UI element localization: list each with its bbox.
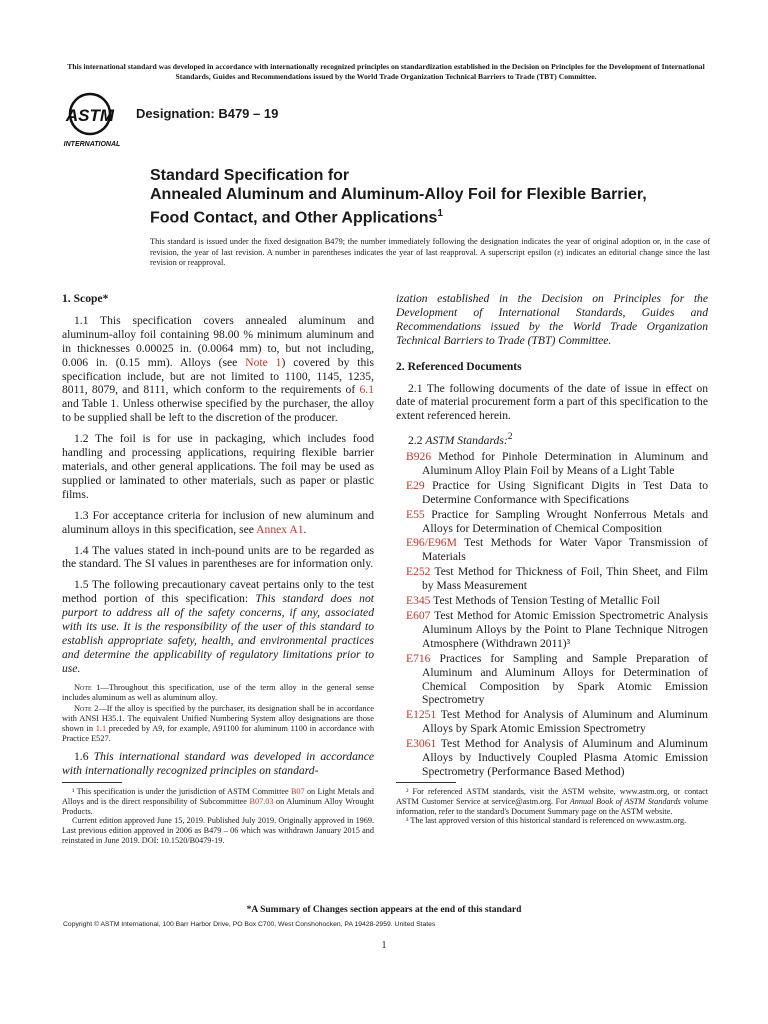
reference-item: E29 Practice for Using Significant Digits in Test Data to Determine Conformance with Specifications <box>406 478 708 506</box>
reference-code-link[interactable]: E3061 <box>406 737 437 751</box>
note-2: Note 2—If the alloy is specified by the purchaser, its designation shall be in accordance with ANSI H35.1. The equivalent Unified Numbering System alloy designations are those shown in 1.1 preceded by A9, for example, A91100 for aluminum 1100 in accordance with Practice E527. <box>62 703 375 743</box>
reference-code-link[interactable]: E716 <box>406 651 431 665</box>
para-1-4: 1.4 The values stated in inch-pound units are to be regarded as the standard. The SI values in parentheses are for information only. <box>62 543 374 571</box>
reference-code-link[interactable]: E607 <box>406 608 431 622</box>
title-line2: Annealed Aluminum and Aluminum-Alloy Foil for Flexible Barrier, Food Contact, and Other Applications$^1$ <box>150 186 647 227</box>
title-line1: Standard Specification for <box>150 167 350 184</box>
para-1-5: 1.5 The following precautionary caveat pertains only to the test method portion of this specification: This standard does not purport to address all of the safety concerns, if any, associated with its use. It is the responsibility of the user of this standard to establish appropriate safety, health, and environmental practices and determine the applicability of regulatory limitations prior to use. <box>62 578 374 675</box>
summary-of-changes-note: *A Summary of Changes section appears at the end of this standard <box>246 905 522 915</box>
reference-code-link[interactable]: E1251 <box>406 708 437 722</box>
reference-item: E345 Test Methods of Tension Testing of Metallic Foil <box>406 594 660 608</box>
copyright: Copyright © ASTM International, 100 Barr Harbor Drive, PO Box C700, West Conshohocken, PA 19428-2959. United States <box>63 921 436 928</box>
reference-item: E252 Test Method for Thickness of Foil, Thin Sheet, and Film by Mass Measurement <box>406 565 708 593</box>
reference-item: E716 Practices for Sampling and Sample Preparation of Aluminum and Aluminum Alloys for Determination of Chemical Composition by Spark Atomic Emission Spectrometry <box>406 651 708 707</box>
reference-item: E1251 Test Method for Analysis of Aluminum and Aluminum Alloys by Spark Atomic Emission Spectrometry <box>406 708 708 736</box>
reference-item: B926 Method for Pinhole Determination in Aluminum and Aluminum Alloy Plain Foil by Means of a Light Table <box>406 450 708 477</box>
logo-letters: ASTM <box>65 106 115 125</box>
footnote-rule <box>62 782 122 783</box>
page-number: 1 <box>381 940 387 951</box>
reference-code-link[interactable]: E55 <box>406 507 425 521</box>
note-1: Note 1—Throughout this specification, use of the term alloy in the general sense includes aluminum as well as aluminum alloy. <box>62 682 374 702</box>
footnote-2: ² For referenced ASTM standards, visit the ASTM website, www.astm.org, or contact ASTM Customer Service at service@astm.org. For Annual Book of ASTM Standards volume information, refer to the standard's Document Summary page on the ASTM website. <box>396 787 709 816</box>
scope-heading: 1. Scope* <box>62 292 109 305</box>
document-title <box>150 166 690 227</box>
b07-link[interactable]: B07 <box>290 787 305 796</box>
right-column <box>396 292 708 780</box>
annex-a1-link[interactable]: Annex A1 <box>256 522 304 536</box>
reference-item: E96/E96M Test Methods for Water Vapor Transmission of Materials <box>406 536 708 564</box>
para-1-6-continued: ization established in the Decision on Principles for the Development of International Standards, Guides and Recommendations issued by the World Trade Organization Technical Barriers to Trade (TBT) Committee. <box>396 292 708 347</box>
footnotes-left <box>62 782 374 846</box>
section-6-1-link[interactable]: 6.1 <box>359 383 374 397</box>
para-1-1: 1.1 This specification covers annealed aluminum and aluminum-alloy foil containing 98.00 % minimum aluminum and in thicknesses 0.00025 in. (0.0064 mm) to, but not including, 0.006 in. (0.15 mm). Alloys (see Note 1) covered by this specification include, but are not limited to 1100, 1145, 1235, 8011, 8079, and 8111, which conform to the requirements of 6.1 and Table 1. Unless otherwise specified by the purchaser, the alloy to be supplied shall be left to the discretion of the producer. <box>62 313 375 425</box>
reference-code-link[interactable]: E252 <box>406 565 431 579</box>
reference-code-link[interactable]: E29 <box>406 478 425 492</box>
para-1-3: 1.3 For acceptance criteria for inclusion of new aluminum and aluminum alloys in this specification, see Annex A1. <box>62 508 374 536</box>
section-1-1-link[interactable]: 1.1 <box>95 723 107 733</box>
footnote-3: ³ The last approved version of this historical standard is referenced on www.astm.org. <box>406 816 687 826</box>
reference-item: E3061 Test Method for Analysis of Aluminum and Aluminum Alloys by Inductively Coupled Plasma Atomic Emission Spectrometry (Performance Based Method) <box>406 737 708 778</box>
para-2-2: 2.2 ASTM Standards:$^2$ <box>408 431 513 448</box>
reference-code-link[interactable]: E345 <box>406 594 431 608</box>
para-2-1: 2.1 The following documents of the date of issue in effect on date of material procurement form a part of this specification to the extent referenced herein. <box>396 381 708 423</box>
logo-word: INTERNATIONAL <box>63 141 121 148</box>
reference-code-link[interactable]: E96/E96M <box>406 536 457 550</box>
reference-item: E607 Test Method for Atomic Emission Spectrometric Analysis Aluminum Alloys by the Point to Plane Technique Nitrogen Atmosphere (Withdrawn 2011)³ <box>406 608 708 650</box>
astm-standards-list <box>396 450 708 779</box>
astm-logo <box>62 90 126 150</box>
left-column <box>62 292 374 784</box>
footnote-rule <box>396 782 456 783</box>
footnote-1-edition: Current edition approved June 15, 2019. Published July 2019. Originally approved in 1969. Last previous edition approved in 2006 as B479 – 06 which was withdrawn January 2015 and reinstated in June 2019. DOI: 10.1520/B0479-19. <box>62 816 374 845</box>
designation: Designation: B479 – 19 <box>136 106 279 121</box>
b07-03-link[interactable]: B07.03 <box>249 796 274 806</box>
para-1-2: 1.2 The foil is for use in packaging, which includes food handling and processing applications, requiring flexible barrier materials, and other general applications. The foil may be used as supplied or laminated to other materials, such as paper or plastic films. <box>62 432 374 501</box>
reference-code-link[interactable]: B926 <box>406 450 432 464</box>
footnote-1: ¹ This specification is under the jurisdiction of ASTM Committee B07 on Light Metals and Alloys and is the direct responsibility of Subcommittee B07.03 on Aluminum Alloy Wrought Products. <box>62 787 375 816</box>
referenced-documents-heading: 2. Referenced Documents <box>396 359 522 373</box>
note1-link[interactable]: Note 1 <box>245 355 282 369</box>
footnotes-right <box>396 782 708 826</box>
reference-item: E55 Practice for Sampling Wrought Nonferrous Metals and Alloys for Determination of Chemical Composition <box>406 507 708 535</box>
issued-note: This standard is issued under the fixed designation B479; the number immediately following the designation indicates the year of original adoption or, in the case of revision, the year of last revision. A number in parentheses indicates the year of last reapproval. A superscript epsilon (ε) indicates an editorial change since the last revision or reapproval. <box>150 237 710 267</box>
top-notice: This international standard was developed in accordance with internationally recognized principles on standardization established in the Decision on Principles for the Development of International Standards, Guides and Recommendations issued by the World Trade Organization Technical Barriers to Trade (TBT) Committee. <box>67 62 705 81</box>
para-1-6: 1.6 This international standard was developed in accordance with internationally recognized principles on standard- <box>62 749 374 777</box>
